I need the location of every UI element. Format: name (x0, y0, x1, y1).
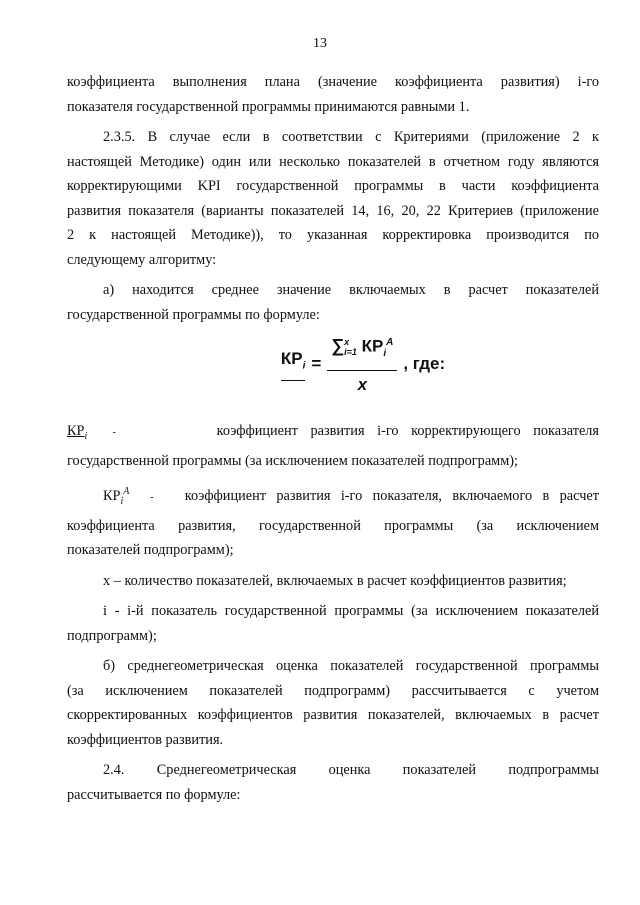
paragraph-line: показателя государственной программы принимаются равными 1. (67, 98, 470, 115)
formula-tail: , где: (403, 353, 446, 373)
paragraph-line: 2 к настоящей Методике)), то указанная корректировка производится по (67, 227, 599, 243)
paragraph-line: подпрограмм); (67, 627, 157, 644)
symbol-kp: $КР_i$ (67, 423, 88, 442)
definition-kpa: $КР_i^A$ - коэффициент развития i-го показателя, включаемого в расчет (103, 485, 599, 507)
definition-kp: $КР_i$ - коэффициент развития i-го корректирующего показателя (67, 423, 599, 442)
paragraph-line: коэффициентов развития. (67, 731, 224, 748)
paragraph-line: государственной программы по формуле: (67, 306, 320, 323)
paragraph-line: 2.3.5. В случае если в соответствии с Критериями (приложение 2 к (103, 129, 599, 145)
paragraph-line: а) находится среднее значение включаемых в расчет показателей (103, 282, 599, 298)
paragraph-line: коэффициента выполнения плана (значение коэффициента развития) i-го (67, 74, 599, 90)
paragraph-line: развития показателя (варианты показателей 14, 16, 20, 22 Критериев (приложение (67, 202, 599, 219)
paragraph-line: 2.4. Среднегеометрическая оценка показателей подпрограммы (103, 762, 599, 779)
paragraph-line: коэффициента развития, государственной программы (за исключением (67, 517, 599, 534)
formula-lhs: $КР_i$ (281, 347, 306, 381)
definition-x: x – количество показателей, включаемых в расчет коэффициентов развития; (103, 572, 567, 589)
paragraph-line: государственной программы (за исключением показателей подпрограмм); (67, 453, 518, 470)
page-body (67, 70, 599, 807)
paragraph-line: показателей подпрограмм); (67, 542, 234, 559)
paragraph-line: следующему алгоритму: (67, 251, 217, 268)
paragraph-line: рассчитывается по формуле: (67, 786, 241, 803)
paragraph-line: б) среднегеометрическая оценка показателей государственной программы (103, 658, 599, 675)
paragraph-line: настоящей Методике) один или несколько показателей в отчетном году являются (67, 153, 599, 170)
paragraph-line: скорректированных коэффициентов развития показателей, включаемых в расчет (67, 707, 599, 724)
formula-fraction (327, 331, 397, 397)
page-number: 13 (313, 36, 327, 51)
symbol-kpa: $КР_i^A$ (103, 485, 130, 507)
formula-denominator: x (357, 374, 368, 394)
paragraph-line: (за исключением показателей подпрограмм) рассчитывается с учетом (67, 682, 599, 699)
formula-average: $КР_i$ = ∑ x i=1 $КР_i^A$ x , где: (127, 337, 599, 391)
paragraph-line: i - i-й показатель государственной программы (за исключением показателей (103, 603, 599, 620)
paragraph-line: корректирующими KPI государственной программы в части коэффициента (67, 178, 599, 194)
formula-numerator: ∑ x i=1 $КР_i^A$ (327, 331, 397, 371)
